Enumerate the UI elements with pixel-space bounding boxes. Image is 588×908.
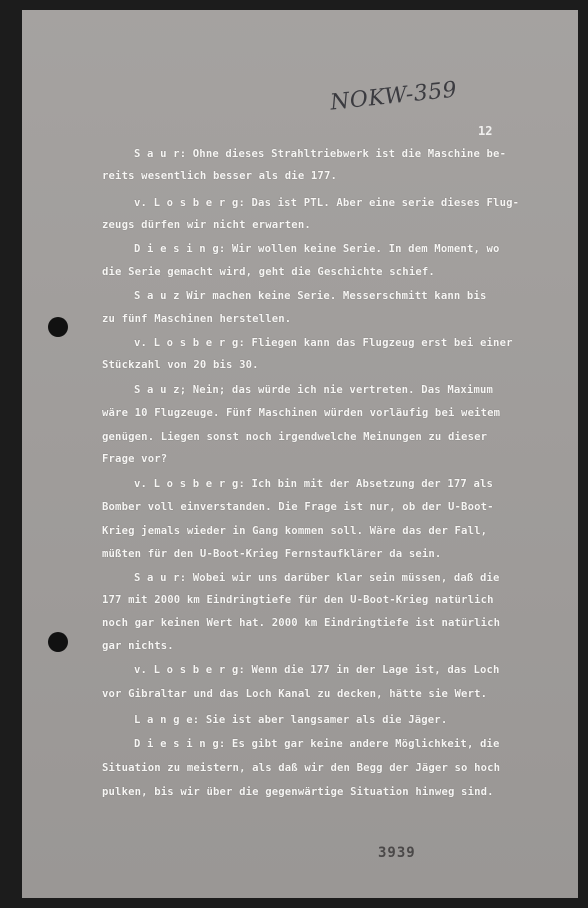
line-text: zu fünf Maschinen herstellen. [102, 313, 292, 325]
handwritten-document-id: NOKW-359 [329, 77, 459, 116]
speaker-name: D i e s i n g [134, 243, 219, 255]
speaker-line [134, 664, 500, 676]
text-line [102, 786, 494, 798]
text-line [102, 313, 291, 325]
text-line [102, 359, 259, 371]
speaker-line [134, 243, 500, 255]
text-line [102, 219, 311, 231]
speaker-line [134, 714, 447, 726]
text-line [102, 688, 487, 700]
text-line [102, 170, 337, 182]
text-line [102, 548, 441, 560]
line-text: : Fliegen kann das Flugzeug erst bei einer [238, 337, 513, 349]
line-text: zeugs dürfen wir nicht erwarten. [102, 219, 311, 231]
line-text: 177 mit 2000 km Eindringtiefe für den U-Boot-Krieg natürlich [102, 594, 494, 606]
text-line [102, 594, 494, 606]
line-text: pulken, bis wir über die gegenwärtige Situation hinweg sind. [102, 786, 494, 798]
speaker-name: L a n g e [134, 714, 193, 726]
speaker-name: S a u z [134, 290, 180, 302]
speaker-line [134, 478, 493, 490]
text-line [102, 501, 494, 513]
line-text: : Ohne dieses Strahltriebwerk ist die Maschine be- [179, 148, 507, 160]
line-text: : Ich bin mit der Absetzung der 177 als [238, 478, 494, 490]
text-line [102, 407, 500, 419]
page-number: 12 [478, 124, 493, 138]
line-text: ; Nein; das würde ich nie vertreten. Das Maximum [179, 384, 494, 396]
line-text: : Wenn die 177 in der Lage ist, das Loch [238, 664, 500, 676]
speaker-line [134, 148, 506, 160]
line-text: : Das ist PTL. Aber eine serie dieses Flug- [238, 197, 520, 209]
speaker-line [134, 738, 500, 750]
speaker-name: S a u z [134, 384, 180, 396]
punch-hole [48, 317, 68, 337]
speaker-name: v. L o s b e r g [134, 478, 239, 490]
line-text: noch gar keinen Wert hat. 2000 km Eindringtiefe ist natürlich [102, 617, 501, 629]
line-text: Stückzahl von 20 bis 30. [102, 359, 259, 371]
speaker-name: v. L o s b e r g [134, 664, 239, 676]
speaker-line [134, 572, 500, 584]
line-text: wäre 10 Flugzeuge. Fünf Maschinen würden vorläufig bei weitem [102, 407, 501, 419]
text-line [102, 453, 167, 465]
speaker-line [134, 384, 493, 396]
speaker-line [134, 197, 519, 209]
punch-hole [48, 632, 68, 652]
text-line [102, 525, 487, 537]
speaker-line [134, 337, 513, 349]
line-text: Bomber voll einverstanden. Die Frage ist nur, ob der U-Boot- [102, 501, 494, 513]
speaker-name: S a u r [134, 148, 180, 160]
text-line [102, 617, 500, 629]
line-text: : Wir wollen keine Serie. In dem Moment, wo [218, 243, 500, 255]
document-number: 3939 [378, 845, 416, 861]
text-line [102, 762, 500, 774]
line-text: : Wobei wir uns darüber klar sein müssen, daß die [179, 572, 500, 584]
line-text: genügen. Liegen sonst noch irgendwelche Meinungen zu dieser [102, 431, 488, 443]
line-text: reits wesentlich besser als die 177. [102, 170, 338, 182]
speaker-name: v. L o s b e r g [134, 337, 239, 349]
speaker-name: D i e s i n g [134, 738, 219, 750]
line-text: : Sie ist aber langsamer als die Jäger. [192, 714, 448, 726]
line-text: Situation zu meistern, als daß wir den Begg der Jäger so hoch [102, 762, 501, 774]
line-text: Wir machen keine Serie. Messerschmitt kann bis [179, 290, 487, 302]
line-text: Frage vor? [102, 453, 168, 465]
line-text: : Es gibt gar keine andere Möglichkeit, die [218, 738, 500, 750]
speaker-name: S a u r [134, 572, 180, 584]
speaker-name: v. L o s b e r g [134, 197, 239, 209]
line-text: Krieg jemals wieder in Gang kommen soll. Wäre das der Fall, [102, 525, 488, 537]
line-text: vor Gibraltar und das Loch Kanal zu decken, hätte sie Wert. [102, 688, 488, 700]
text-line [102, 266, 435, 278]
text-line [102, 431, 487, 443]
line-text: gar nichts. [102, 640, 174, 652]
line-text: müßten für den U-Boot-Krieg Fernstaufklärer da sein. [102, 548, 442, 560]
text-line [102, 640, 174, 652]
line-text: die Serie gemacht wird, geht die Geschichte schief. [102, 266, 435, 278]
speaker-line [134, 290, 487, 302]
